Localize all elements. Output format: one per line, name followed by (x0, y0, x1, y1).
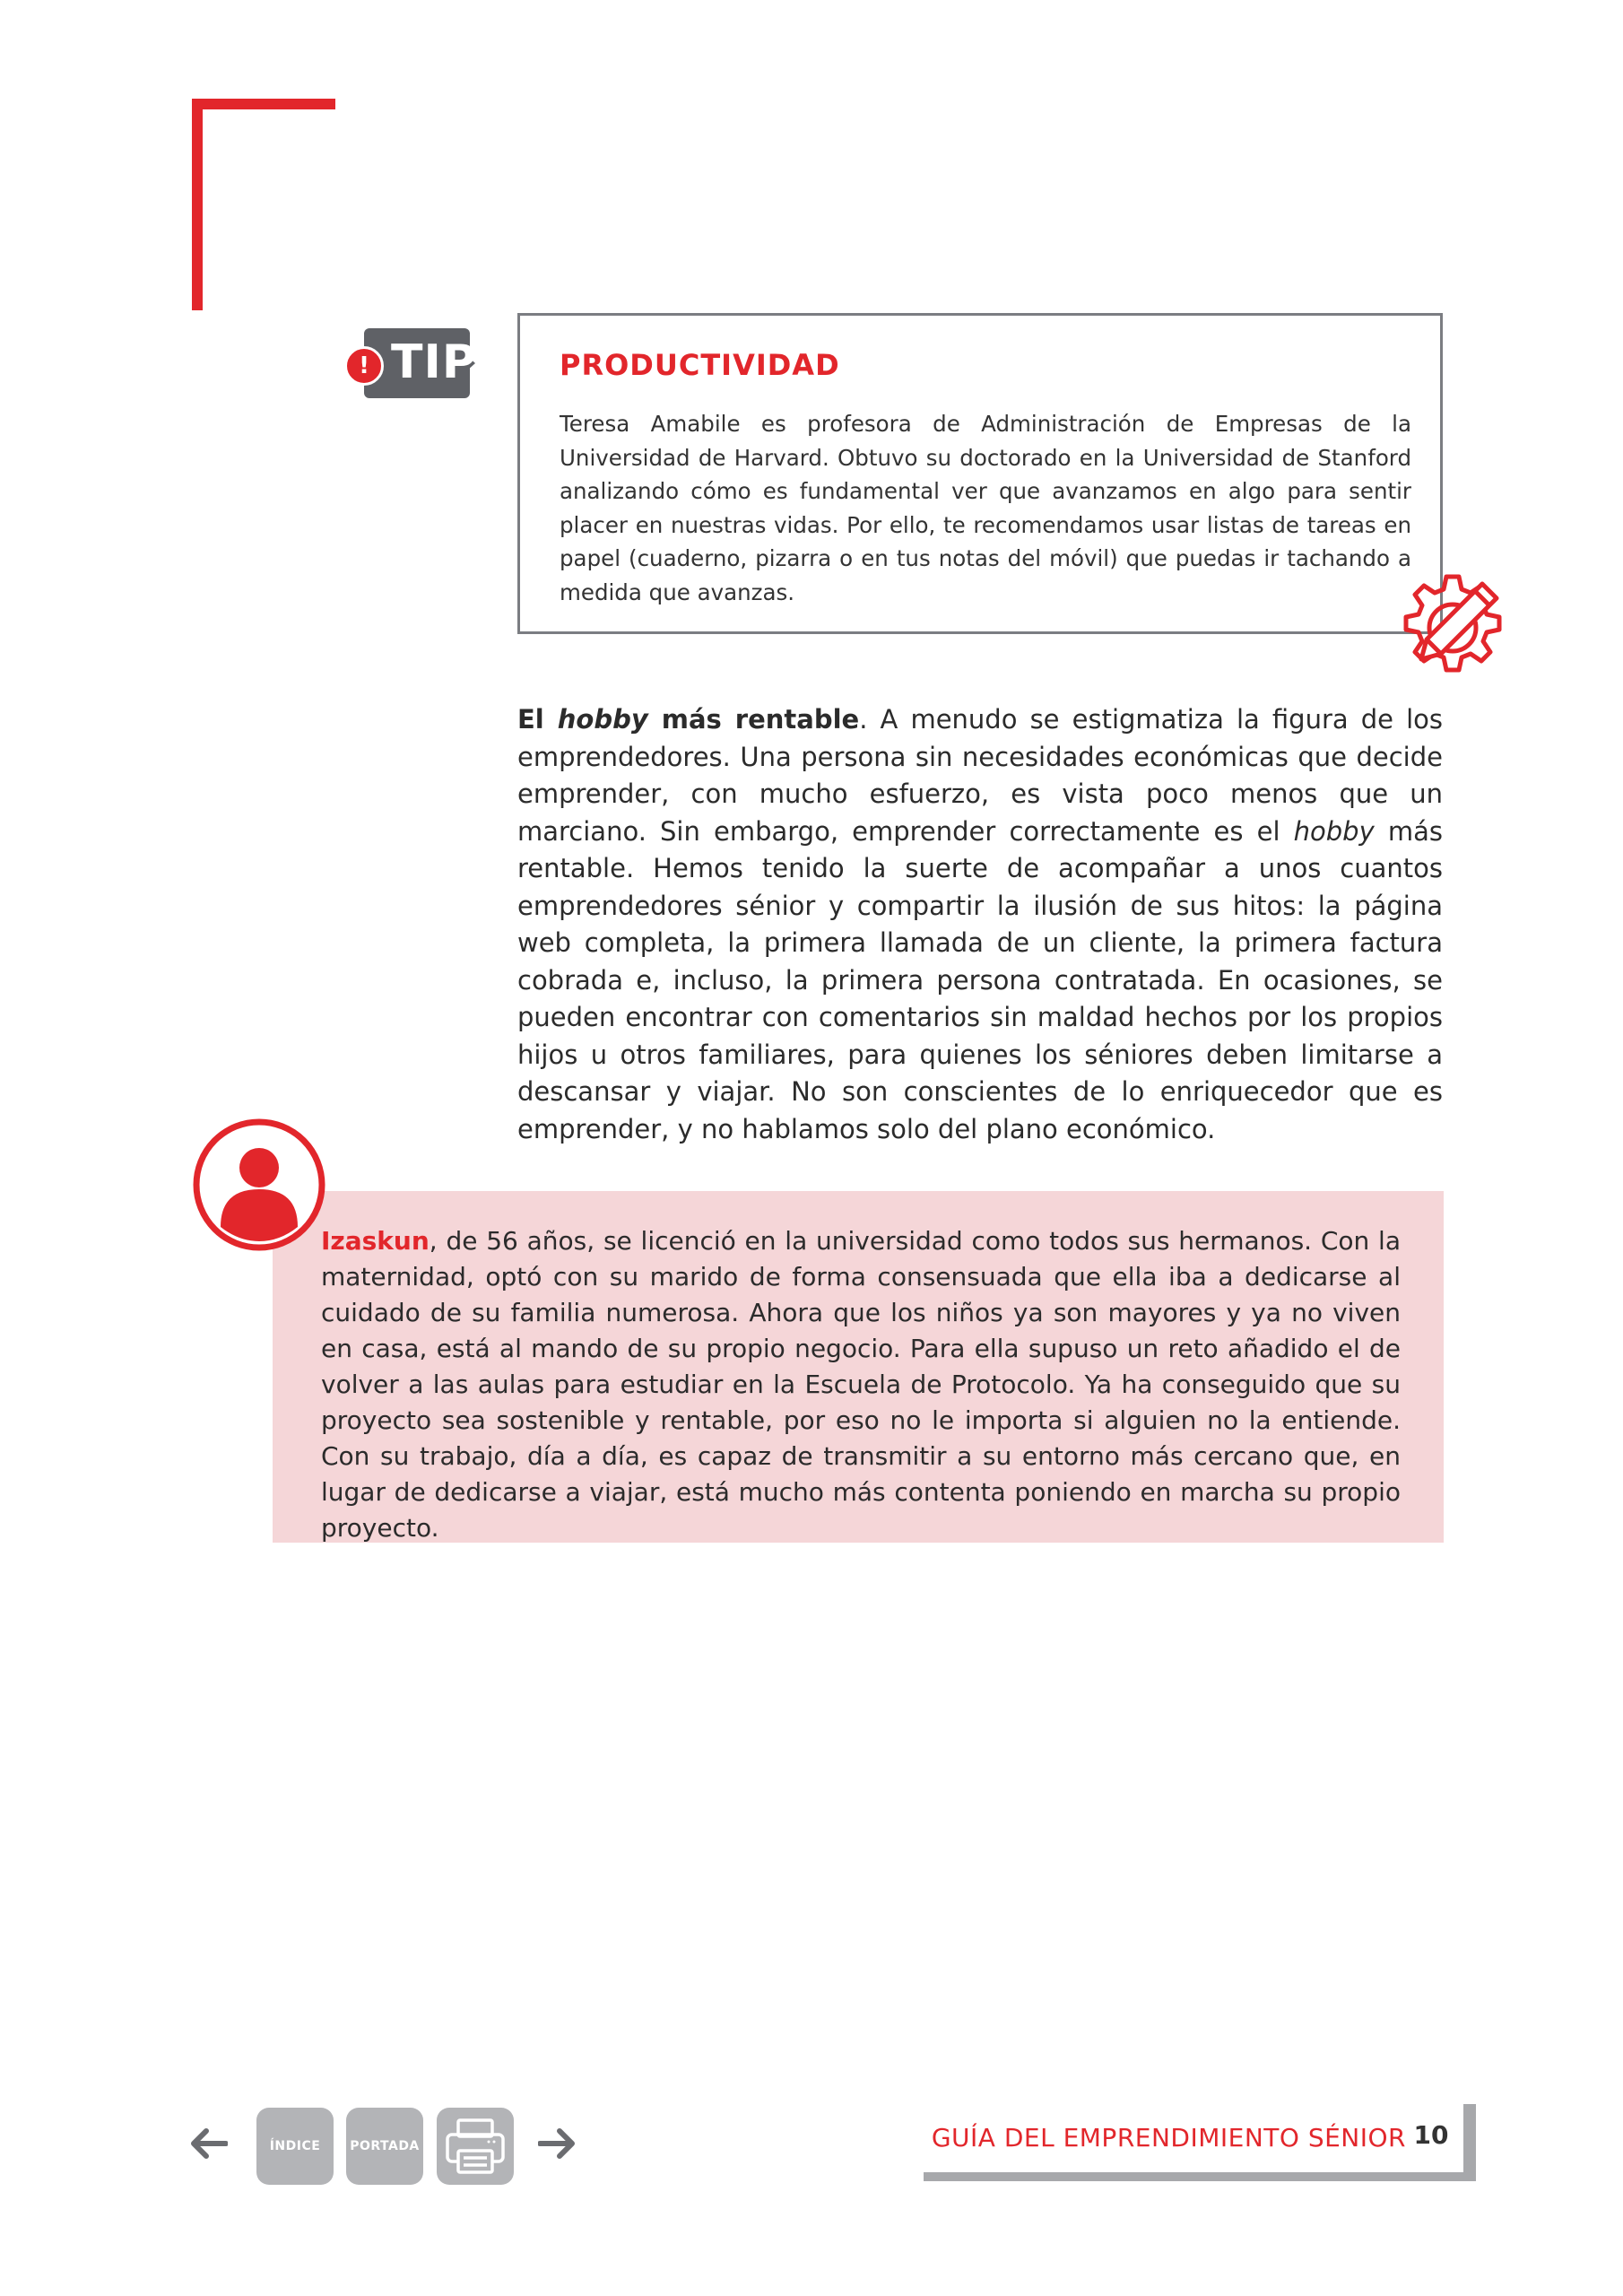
arrow-right-icon[interactable] (538, 2127, 577, 2160)
tip-label: TIP (391, 335, 477, 389)
printer-icon (437, 2108, 514, 2185)
exclamation-icon: ! (344, 346, 384, 386)
person-icon (192, 1118, 326, 1252)
lead-text-2: más rentable (647, 704, 860, 735)
tip-box (517, 313, 1443, 634)
case-study-name: Izaskun (321, 1226, 430, 1256)
footer-title: GUÍA DEL EMPRENDIMIENTO SÉNIOR (931, 2123, 1406, 2152)
index-button[interactable]: ÍNDICE (256, 2108, 334, 2185)
corner-mark-horizontal (192, 99, 335, 109)
corner-mark-vertical (192, 99, 203, 310)
lead-italic-word: hobby (557, 704, 648, 735)
lead-text-1: El (517, 704, 558, 735)
tip-title: PRODUCTIVIDAD (560, 348, 840, 382)
footer-bar-stub (1463, 2104, 1476, 2181)
footer-bar (924, 2172, 1476, 2181)
tip-badge (341, 328, 475, 398)
tip-body: Teresa Amabile es profesora de Administración de Empresas de la Universidad de Harvard. Obtuvo su doctorado en la Universidad de Stanford analizando cómo es fundamental ver que avanzamos en algo para sentir placer en nuestras vidas. Por ello, te recomendamos usar listas de tareas en papel (cuaderno, pizarra o en tus notas del móvil) que puedas ir tachando a medida que avanzas. (560, 411, 1411, 605)
paragraph-italic-word: hobby (1293, 815, 1375, 847)
paragraph-text-2: más rentable. Hemos tenido la suerte de acompañar a unos cuantos emprendedores sénior y compartir la ilusión de sus hitos: la página web completa, la primera llamada de un cliente, la primera factura cobrada e, incluso, la primera persona contratada. En ocasiones, se pueden encontrar con comentarios sin maldad hechos por los propios hijos u otros familiares, para quienes los séniores deben limitarse a descansar y viajar. No son conscientes de lo enriquecedor que es emprender, y no hablamos solo del plano económico. (517, 815, 1443, 1144)
print-button[interactable] (437, 2108, 514, 2185)
case-study-box (273, 1191, 1444, 1543)
case-study-text (321, 1223, 1401, 1546)
paragraph-text-1: . A menudo se estigmatiza la figura de los emprendedores. Una persona sin necesidades económicas que decide emprender, con mucho esfuerzo, es vista poco menos que un marciano. Sin embargo, emprender correctamente es el (517, 704, 1444, 847)
page-number: 10 (1413, 2120, 1449, 2150)
case-study-body: , de 56 años, se licenció en la universidad como todos sus hermanos. Con la maternidad, optó con su marido de forma consensuada que ella iba a dedicarse al cuidado de su familia numerosa. Ahora que los niños ya son mayores y ya no viven en casa, está al mando de su propio negocio. Para ella supuso un reto añadido el de volver a las aulas para estudiar en la Escuela de Protocolo. Ya ha conseguido que su proyecto sea sostenible y rentable, por eso no le importa si alguien no la entiende. Con su trabajo, día a día, es capaz de transmitir a su entorno más cercano que, en lugar de dedicarse a viajar, está mucho más contenta poniendo en marcha su propio proyecto. (321, 1226, 1401, 1543)
arrow-left-icon[interactable] (188, 2127, 228, 2160)
gear-pencil-icon (1394, 570, 1511, 686)
main-paragraph (517, 701, 1443, 1148)
cover-button[interactable]: PORTADA (346, 2108, 423, 2185)
